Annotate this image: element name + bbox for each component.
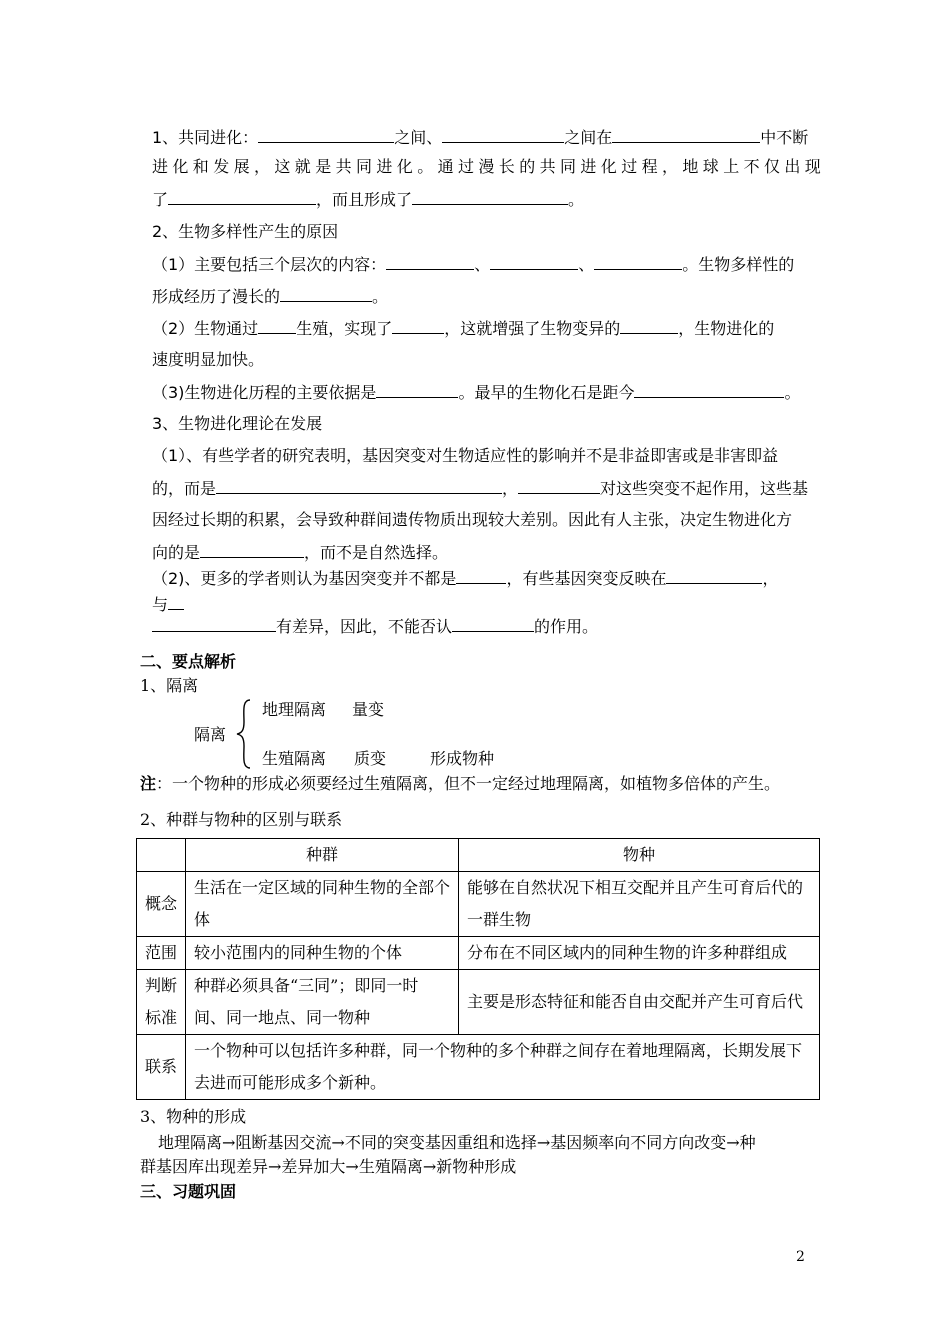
table-corner-cell [137,839,186,872]
brace-icon [234,698,254,770]
fill-blank[interactable] [666,568,762,584]
table-row [137,937,820,970]
text: 。 [372,287,389,306]
fill-blank[interactable] [168,594,184,610]
text: ，这就增强了生物变异的 [444,319,621,338]
fill-blank[interactable] [386,254,474,270]
text: 有差异，因此，不能否认 [276,617,453,636]
fill-blank[interactable] [594,254,682,270]
note-text: ：一个物种的形成必须要经过生殖隔离，但不一定经过地理隔离，如植物多倍体的产生。 [156,774,781,793]
fill-blank[interactable] [456,568,506,584]
text: ，有些基因突变反映在 [506,569,667,588]
note-label: 注 [140,774,157,793]
table-cell: 能够在自然状况下相互交配并且产生可育后代的一群生物 [459,872,820,937]
text: （2）生物通过 [152,319,259,338]
fill-blank[interactable] [412,189,568,205]
fill-blank[interactable] [612,127,760,143]
fill-blank[interactable] [620,318,678,334]
fill-blank[interactable] [200,542,304,558]
text: 之间、 [394,128,443,147]
text: 。生物多样性的 [682,255,795,274]
coevolution-line-2: 进化和发展，这就是共同进化。通过漫长的共同进化过程，地球上不仅出现 [152,157,826,176]
table-cell: 分布在不同区域内的同种生物的许多种群组成 [459,937,820,970]
text: 生殖，实现了 [296,319,393,338]
text: 与 [152,595,169,614]
fill-blank[interactable] [168,189,316,205]
header-population: 种群 [186,839,459,872]
section-title-exercises: 三、习题巩固 [140,1182,237,1201]
text: （2)、更多的学者则认为基因突变并不都是 [152,569,457,588]
theory-q2-line-1 [152,568,778,589]
theory-q1-line-3: 因经过长期的积累，会导致种群间遗传物质出现较大差别。因此有人主张，决定生物进化方 [152,510,793,529]
subheading-speciation: 3、物种的形成 [140,1107,247,1126]
table-row [137,872,820,937]
fill-blank[interactable] [392,318,444,334]
iso-quant: 量变 [352,700,385,719]
text: 形成经历了漫长的 [152,287,281,306]
text: ，而且形成了 [316,190,413,209]
theory-q1-line-2 [152,478,808,499]
theory-q1-line-1: （1）、有些学者的研究表明，基因突变对生物适应性的影响并不是非益即害或是非害即益 [152,446,779,465]
iso-species: 形成物种 [430,749,495,768]
table-header-row [137,839,820,872]
iso-root: 隔离 [194,725,227,744]
text: ， [502,479,519,498]
text: 之间在 [564,128,613,147]
fill-blank[interactable] [634,382,784,398]
fill-blank[interactable] [442,127,564,143]
isolation-note [140,774,780,794]
header-species: 物种 [459,839,820,872]
fill-blank[interactable] [452,616,534,632]
table-row [137,970,820,1035]
row-label: 范围 [137,937,186,970]
coevolution-line-3 [152,189,584,210]
text: ， [762,569,779,588]
fill-blank[interactable] [490,254,578,270]
comparison-table [136,838,820,1100]
text: 的，而是 [152,479,217,498]
table-cell: 主要是形态特征和能否自由交配并产生可育后代 [459,970,820,1035]
iso-repro: 生殖隔离 [262,749,327,768]
text: 。 [568,190,585,209]
text: （1）主要包括三个层次的内容： [152,255,387,274]
text: （3)生物进化历程的主要依据是 [152,383,377,402]
coevolution-line-1 [152,127,808,148]
text: 的作用。 [534,617,599,636]
text: 。 [784,383,801,402]
theory-q1-line-4 [152,542,448,563]
row-label: 概念 [137,872,186,937]
text: 、 [474,255,491,274]
theory-q2-line-3 [152,616,598,637]
text: ，生物进化的 [678,319,775,338]
subheading-population-species: 2、种群与物种的区别与联系 [140,810,343,829]
fill-blank[interactable] [258,318,296,334]
row-label: 判断标准 [137,970,186,1035]
fill-blank[interactable] [280,286,372,302]
iso-qual: 质变 [354,749,387,768]
fill-blank[interactable] [216,478,502,494]
biodiversity-p2-line-1 [152,318,774,339]
subheading-isolation: 1、隔离 [140,676,199,695]
section-title-key-points: 二、要点解析 [140,652,237,671]
biodiversity-p2-line-2: 速度明显加快。 [152,350,265,369]
fill-blank[interactable] [518,478,600,494]
table-row [137,1035,820,1100]
fill-blank[interactable] [152,616,276,632]
text: ，而不是自然选择。 [304,543,449,562]
text: 对这些突变不起作用，这些基 [600,479,809,498]
speciation-flow-line-1: 地理隔离→阻断基因交流→不同的突变基因重组和选择→基因频率向不同方向改变→种 [158,1133,756,1152]
text: 了 [152,190,169,209]
fill-blank[interactable] [376,382,458,398]
iso-geo: 地理隔离 [262,700,327,719]
page-number: 2 [796,1249,805,1265]
table-cell: 较小范围内的同种生物的个体 [186,937,459,970]
fill-blank[interactable] [258,127,394,143]
table-cell: 一个物种可以包括许多种群，同一个物种的多个种群之间存在着地理隔离，长期发展下去进而可能形成多个新种。 [186,1035,820,1100]
text: 向的是 [152,543,201,562]
theory-q2-line-2 [152,594,184,615]
text: 、 [578,255,595,274]
text: 1、共同进化： [152,128,259,147]
biodiversity-p1-line-1 [152,254,794,275]
table-cell: 种群必须具备“三同”；即同一时间、同一地点、同一物种 [186,970,459,1035]
biodiversity-p3 [152,382,800,403]
biodiversity-p1-line-2 [152,286,388,307]
speciation-flow-line-2: 群基因库出现差异→差异加大→生殖隔离→新物种形成 [140,1157,517,1176]
table-cell: 生活在一定区域的同种生物的全部个体 [186,872,459,937]
heading-evolution-theory: 3、生物进化理论在发展 [152,414,323,433]
row-label: 联系 [137,1035,186,1100]
text: 中不断 [760,128,809,147]
text: 。最早的生物化石是距今 [458,383,635,402]
heading-biodiversity: 2、生物多样性产生的原因 [152,222,339,241]
